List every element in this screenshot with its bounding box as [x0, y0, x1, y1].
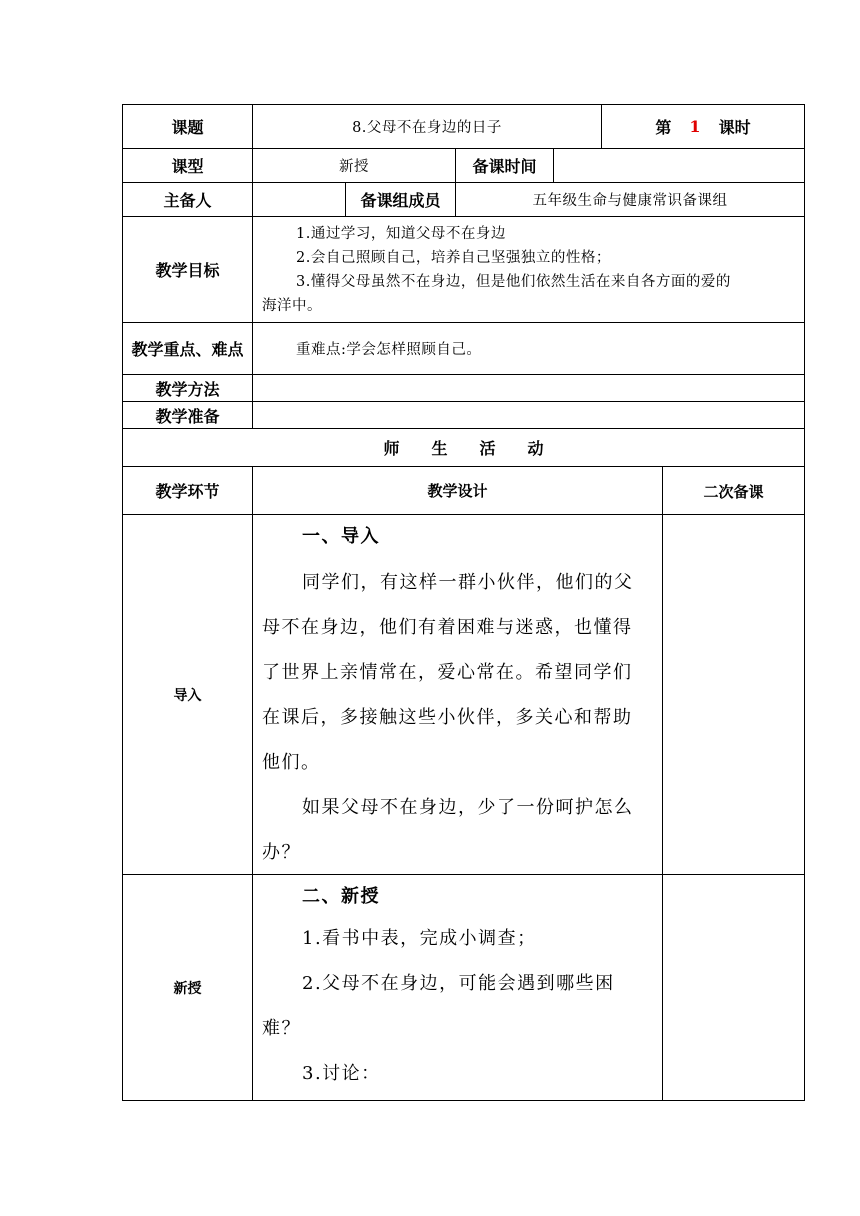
- members-value: 五年级生命与健康常识备课组: [532, 193, 728, 209]
- prep-time-value: [554, 149, 804, 182]
- col-second-header: 二次备课: [703, 483, 764, 501]
- type-label: 课型: [171, 157, 204, 176]
- preparation-label: 教学准备: [155, 406, 220, 426]
- lesson-prefix: 第: [655, 118, 672, 137]
- section-heading: 二、新授: [302, 886, 380, 907]
- paragraph-line: 1.看书中表，完成小调查；: [302, 928, 537, 949]
- goal-item: 2.会自己照顾自己，培养自己坚强独立的性格；: [296, 250, 611, 266]
- paragraph-line: 办？: [262, 842, 301, 863]
- prep-time-label: 备课时间: [472, 157, 537, 176]
- section-heading: 一、导入: [302, 526, 380, 547]
- goal-item: 3.懂得父母虽然不在身边，但是他们依然生活在来自各方面的爱的: [296, 274, 731, 290]
- lesson-number: 1: [689, 117, 701, 136]
- paragraph-line: 3.讨论：: [302, 1063, 381, 1084]
- goals-label: 教学目标: [155, 261, 220, 280]
- col-design-header: 教学设计: [427, 482, 488, 500]
- lesson-count: [602, 105, 804, 148]
- section-stage-intro: 导入: [173, 687, 202, 704]
- paragraph-line: 2.父母不在身边，可能会遇到哪些困: [302, 973, 615, 994]
- paragraph-line: 了世界上亲情常在，爱心常在。希望同学们: [262, 662, 633, 683]
- section-design-new: [262, 880, 654, 1098]
- section-stage-new: 新授: [173, 980, 202, 997]
- paragraph-line: 母不在身边，他们有着困难与迷惑，也懂得: [262, 617, 633, 638]
- goals-list: [262, 222, 802, 320]
- paragraph-line: 他们。: [262, 752, 321, 773]
- section-design-intro: [262, 520, 654, 872]
- paragraph-line: 同学们，有这样一群小伙伴，他们的父: [302, 572, 634, 593]
- col-divider: [252, 466, 253, 1100]
- members-label: 备课组成员: [360, 191, 441, 210]
- lead-value: [253, 183, 345, 216]
- paragraph-line: 难？: [262, 1018, 301, 1039]
- key-points-label: 教学重点、难点: [131, 340, 244, 359]
- second-prep-cell: [663, 515, 804, 874]
- goal-item: 海洋中。: [262, 298, 322, 314]
- key-points-value: 重难点:学会怎样照顾自己。: [296, 342, 482, 358]
- type-value: 新授: [339, 159, 369, 175]
- preparation-value: [253, 402, 804, 428]
- paragraph-line: 在课后，多接触这些小伙伴，多关心和帮助: [262, 707, 633, 728]
- paragraph-line: 如果父母不在身边，少了一份呵护怎么: [302, 797, 634, 818]
- lesson-suffix: 课时: [718, 118, 751, 137]
- activities-title: 师 生 活 动: [383, 439, 544, 458]
- lead-label: 主备人: [163, 191, 212, 210]
- topic-label: 课题: [171, 118, 204, 137]
- methods-value: [253, 375, 804, 401]
- table-border-bottom: [122, 1100, 805, 1101]
- goal-item: 1.通过学习，知道父母不在身边: [296, 226, 506, 242]
- table-border-right: [804, 104, 805, 1101]
- col-stage-header: 教学环节: [155, 482, 220, 501]
- methods-label: 教学方法: [155, 379, 220, 399]
- topic-value: 8.父母不在身边的日子: [352, 120, 502, 136]
- second-prep-cell: [663, 875, 804, 1100]
